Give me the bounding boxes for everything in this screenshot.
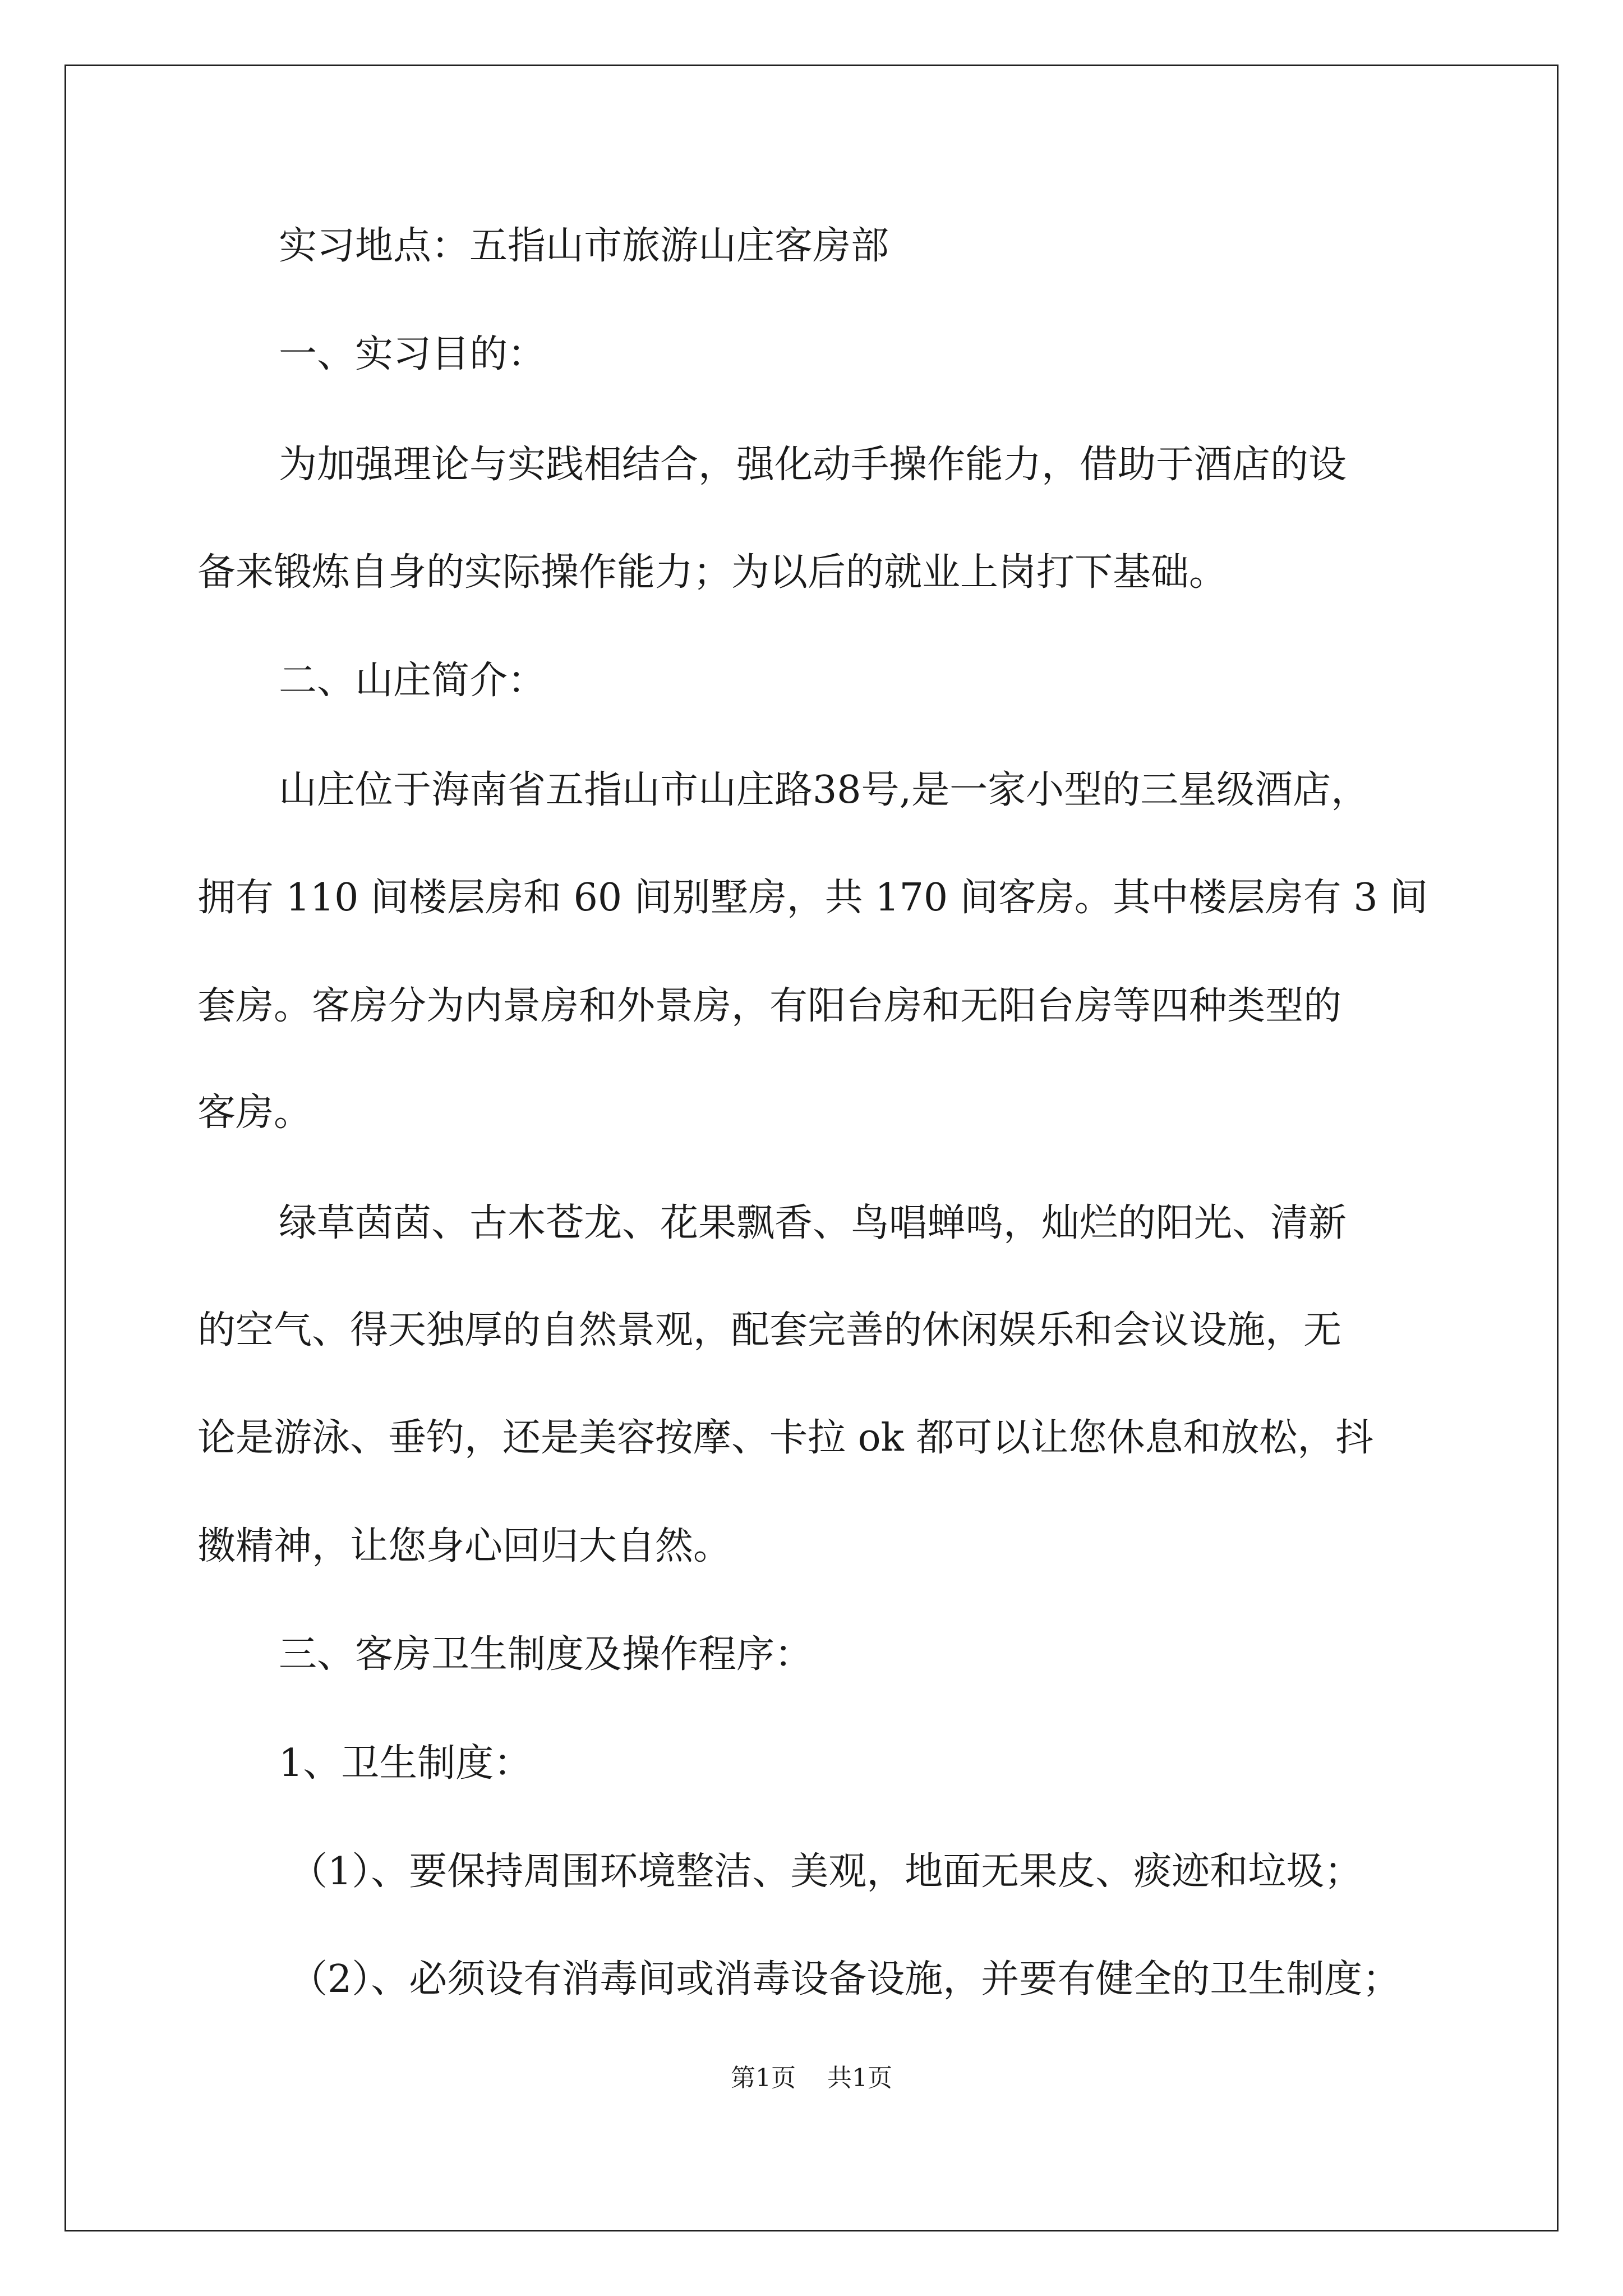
list-item: （2）、必须设有消毒间或消毒设备设施，并要有健全的卫生制度；	[289, 1957, 1401, 2001]
text-line: 实习地点：五指山市旅游山庄客房部	[279, 224, 889, 268]
text-line: 备来锻炼自身的实际操作能力；为以后的就业上岗打下基础。	[197, 550, 1228, 595]
section-heading: 二、山庄简介：	[279, 659, 546, 703]
page-number: 第1页	[731, 2064, 796, 2092]
section-heading: 一、实习目的：	[279, 332, 546, 376]
text-line: 论是游泳、垂钓，还是美容按摩、卡拉 ok 都可以让您休息和放松，抖	[197, 1416, 1374, 1460]
subsection-heading: 1、卫生制度：	[279, 1741, 532, 1786]
text-line: 擞精神，让您身心回归大自然。	[197, 1524, 732, 1568]
page-footer	[0, 2066, 1623, 2091]
text-line: 山庄位于海南省五指山市山庄路38号,是一家小型的三星级酒店，	[279, 768, 1370, 812]
text-line: 客房。	[197, 1091, 312, 1135]
list-item: （1）、要保持周围环境整洁、美观，地面无果皮、痰迹和垃圾；	[289, 1849, 1363, 1894]
text-line: 绿草茵茵、古木苍龙、花果飘香、鸟唱蝉鸣，灿烂的阳光、清新	[279, 1201, 1347, 1245]
text-line: 套房。客房分为内景房和外景房，有阳台房和无阳台房等四种类型的	[197, 984, 1342, 1028]
section-heading: 三、客房卫生制度及操作程序：	[279, 1632, 813, 1677]
text-line: 为加强理论与实践相结合，强化动手操作能力，借助于酒店的设	[279, 443, 1347, 487]
text-line: 的空气、得天独厚的自然景观，配套完善的休闲娱乐和会议设施，无	[197, 1308, 1342, 1352]
page-total: 共1页	[827, 2064, 892, 2092]
text-line: 拥有 110 间楼层房和 60 间别墅房，共 170 间客房。其中楼层房有 3 间	[197, 876, 1428, 920]
